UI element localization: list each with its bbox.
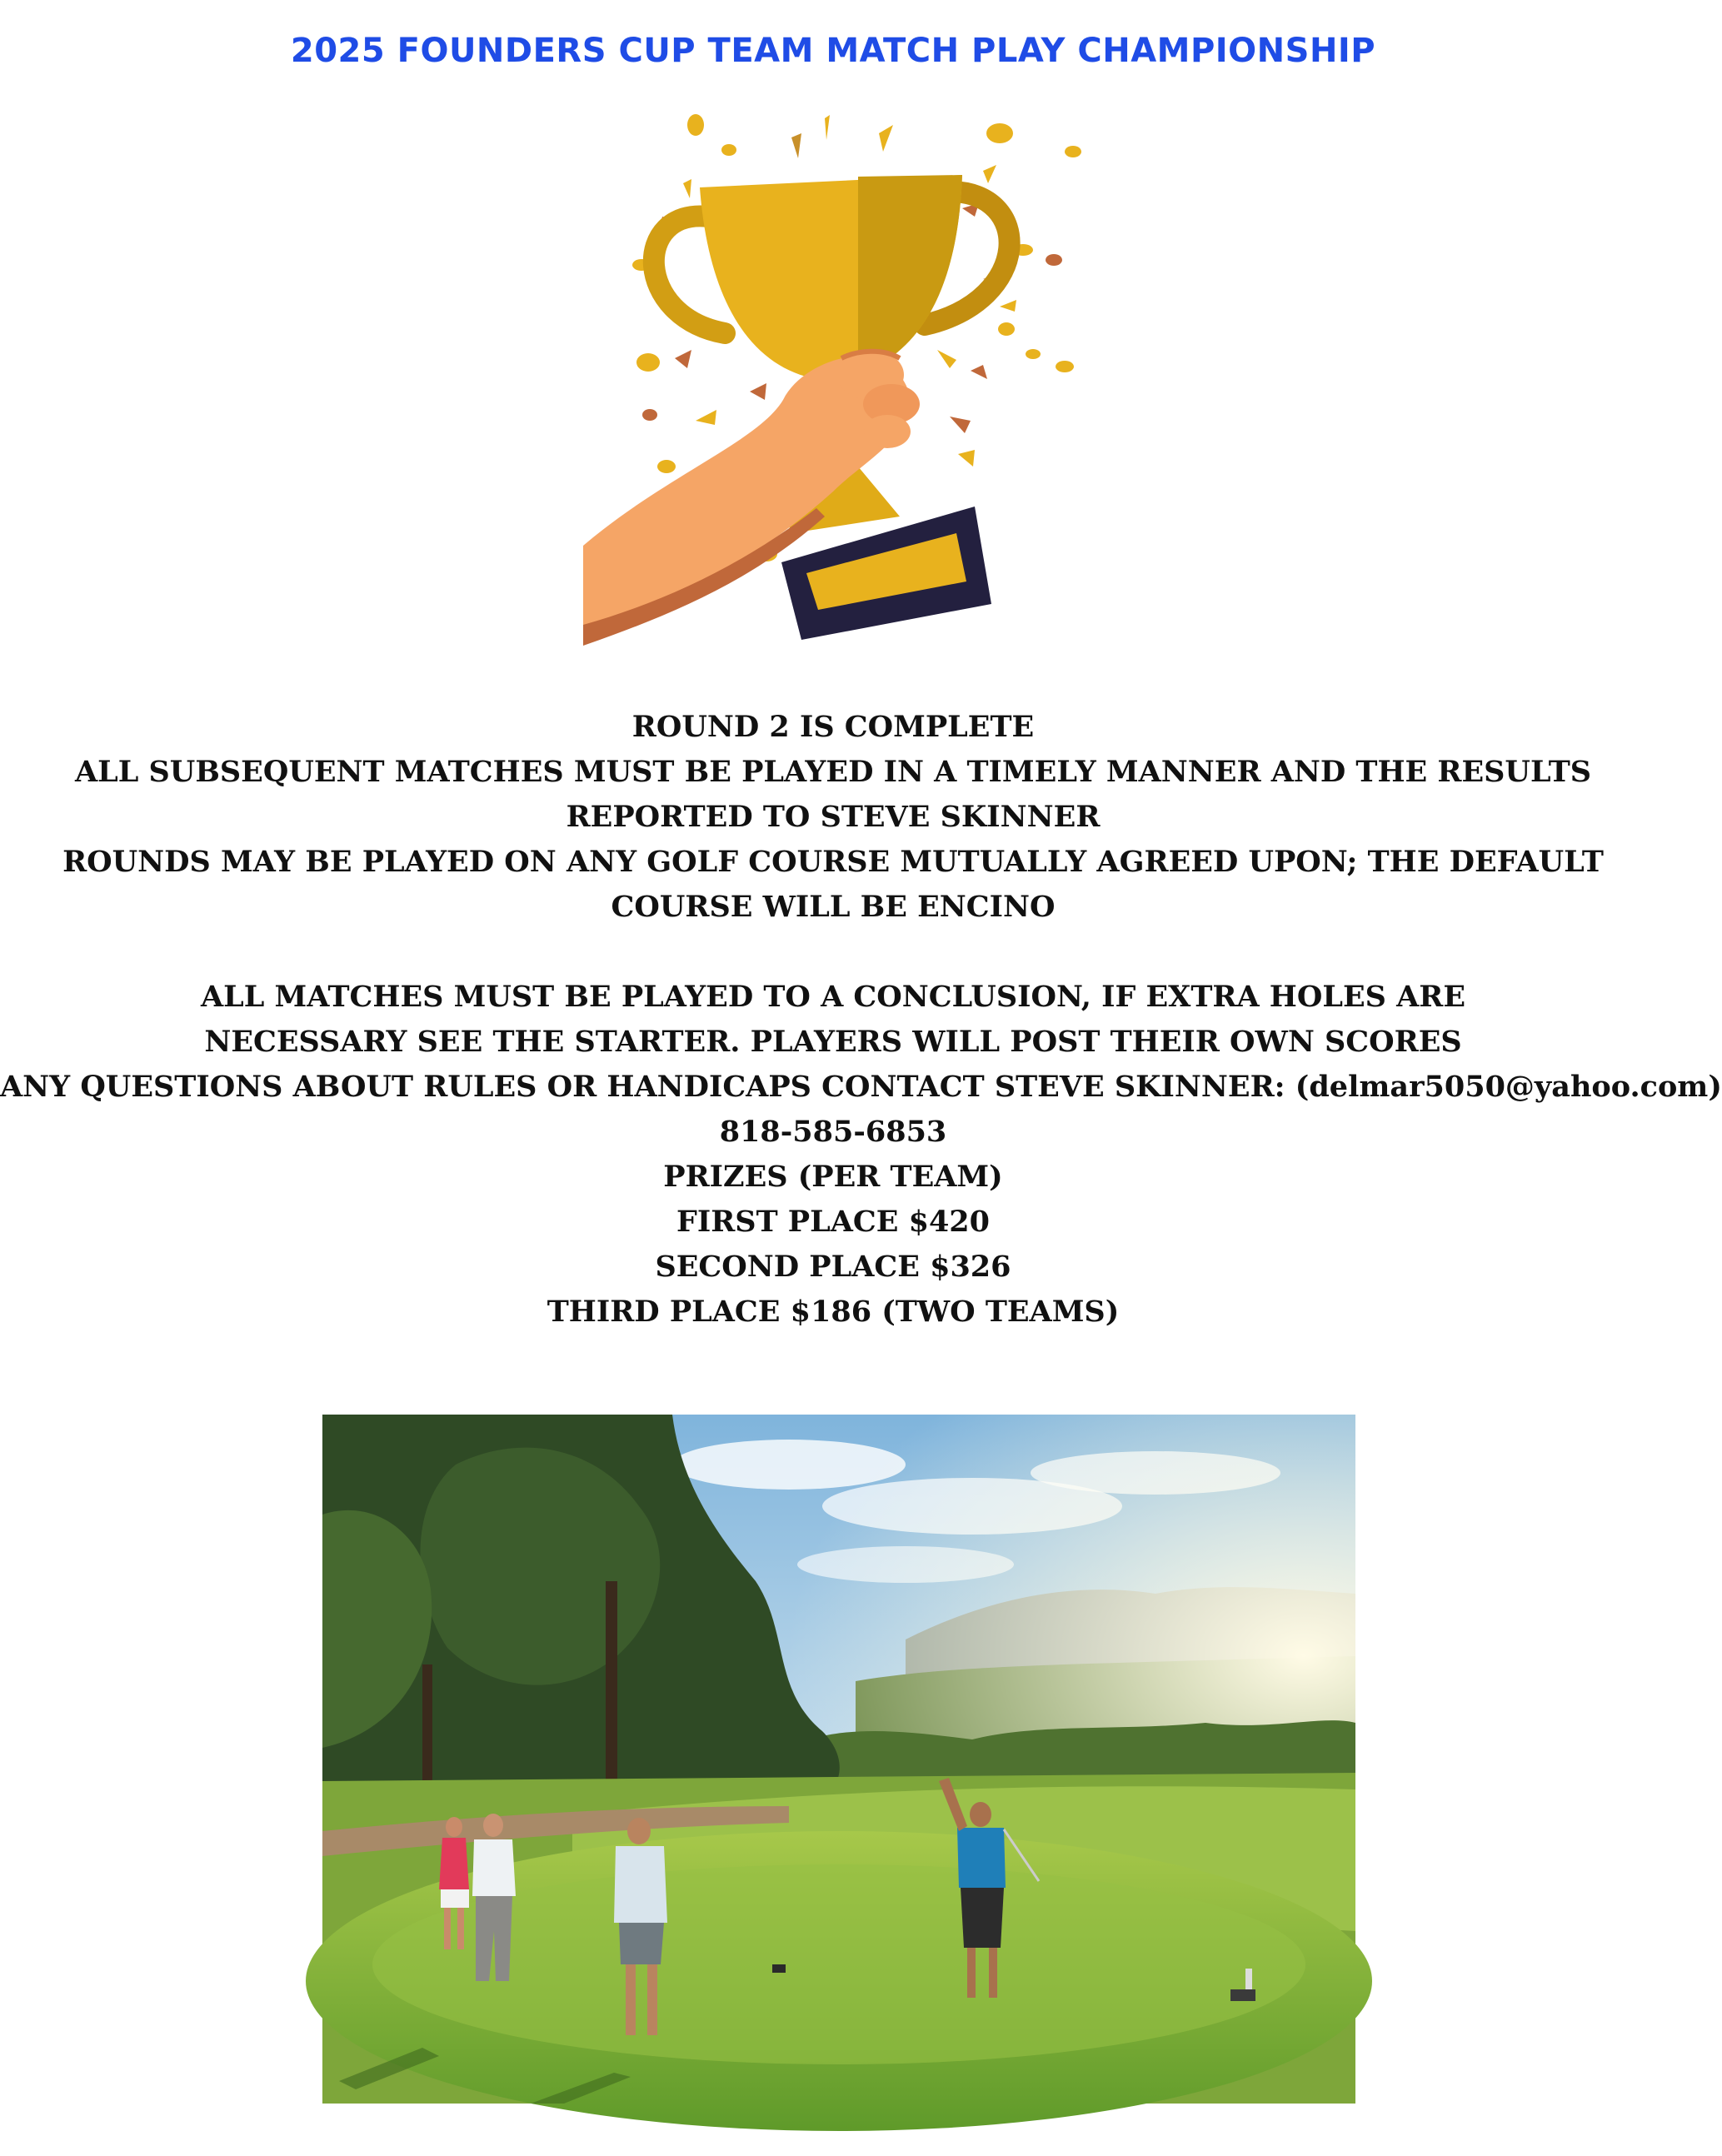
trophy-illustration	[583, 100, 1100, 666]
contact-line	[0, 1065, 1722, 1110]
contact-phone: 818-585-6853	[719, 1115, 947, 1149]
golfers-photo-image	[322, 1415, 1355, 2104]
prize-first: FIRST PLACE $420	[676, 1205, 991, 1239]
prize-second: SECOND PLACE $326	[655, 1250, 1011, 1284]
starter-rule: NECESSARY SEE THE STARTER. PLAYERS WILL POST THEIR OWN SCORES	[204, 1025, 1462, 1059]
trophy-icon	[583, 100, 1100, 666]
page-title: 2025 FOUNDERS CUP TEAM MATCH PLAY CHAMPIONSHIP	[290, 32, 1376, 70]
report-to-line: REPORTED TO STEVE SKINNER	[566, 800, 1101, 834]
contact-email-link[interactable]: (delmar5050@yahoo.com)	[1295, 1070, 1722, 1104]
prizes-heading: PRIZES (PER TEAM)	[663, 1160, 1003, 1194]
prize-third: THIRD PLACE $186 (TWO TEAMS)	[547, 1295, 1120, 1329]
timely-manner-rule: ALL SUBSEQUENT MATCHES MUST BE PLAYED IN A TIMELY MANNER AND THE RESULTS	[74, 755, 1592, 789]
course-rule: ROUNDS MAY BE PLAYED ON ANY GOLF COURSE MUTUALLY AGREED UPON; THE DEFAULT	[62, 845, 1604, 879]
announcement-text	[0, 705, 1722, 1335]
default-course-line: COURSE WILL BE ENCINO	[611, 890, 1056, 924]
paragraph-gap	[0, 930, 1666, 975]
golf-course-photo	[322, 1415, 1355, 2104]
contact-text: ANY QUESTIONS ABOUT RULES OR HANDICAPS CONTACT STEVE SKINNER:	[0, 1070, 1295, 1104]
round-status: ROUND 2 IS COMPLETE	[631, 710, 1035, 744]
conclusion-rule: ALL MATCHES MUST BE PLAYED TO A CONCLUSION, IF EXTRA HOLES ARE	[200, 980, 1466, 1014]
